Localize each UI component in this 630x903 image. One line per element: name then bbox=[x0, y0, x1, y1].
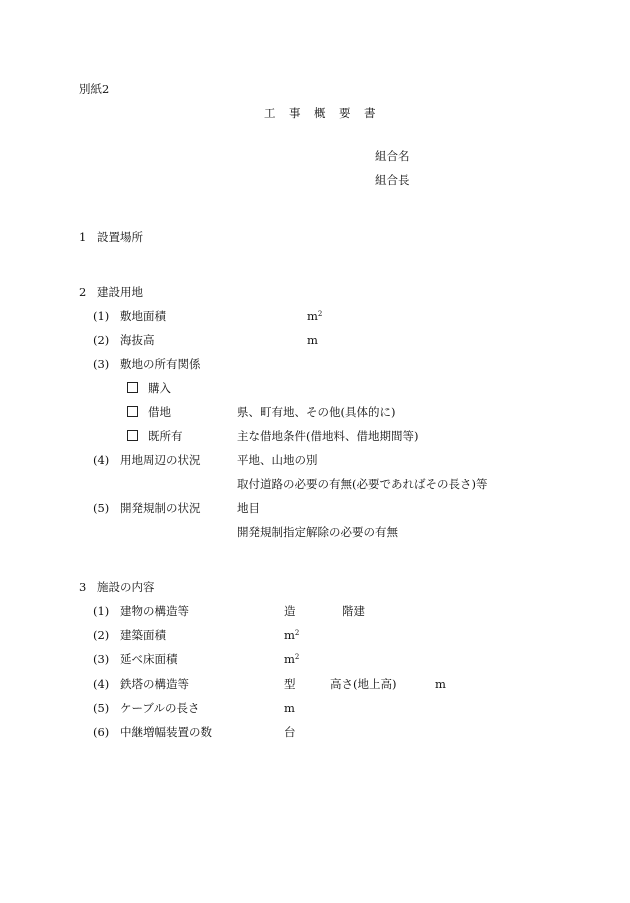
appendix-label: 別紙2 bbox=[79, 82, 110, 96]
s3-item-1-unit-floors: 階建 bbox=[342, 604, 365, 618]
s2-item-1-number: (1) bbox=[93, 309, 110, 323]
already-owned-option-label: 既所有 bbox=[148, 429, 183, 443]
purchase-checkbox[interactable] bbox=[127, 381, 138, 395]
s3-item-3-label: 延べ床面積 bbox=[120, 652, 178, 666]
union-name-label: 組合名 bbox=[375, 149, 410, 163]
s2-item-2-number: (2) bbox=[93, 333, 110, 347]
leased-land-note: 県、町有地、その他(具体的に) bbox=[237, 405, 396, 419]
s3-item-6-number: (6) bbox=[93, 725, 110, 739]
s2-item-5-note-1: 地目 bbox=[237, 501, 260, 515]
union-head-label: 組合長 bbox=[375, 173, 410, 187]
section-2-number: 2 bbox=[79, 285, 87, 299]
s3-item-6-label: 中継増幅装置の数 bbox=[120, 725, 212, 739]
s2-item-1-unit: $m^2$ bbox=[307, 309, 323, 323]
s3-item-4-height-unit: m bbox=[435, 677, 446, 691]
s3-item-3-unit: $m^2$ bbox=[284, 652, 300, 666]
s3-item-5-unit: m bbox=[284, 701, 295, 715]
s2-item-5-number: (5) bbox=[93, 501, 110, 515]
s3-item-4-number: (4) bbox=[93, 677, 110, 691]
s2-item-4-number: (4) bbox=[93, 453, 110, 467]
s2-item-5-label: 開発規制の状況 bbox=[120, 501, 201, 515]
s2-item-4-note-2: 取付道路の必要の有無(必要であればその長さ)等 bbox=[237, 477, 488, 491]
section-3-number: 3 bbox=[79, 580, 87, 594]
s3-item-4-height-label: 高さ(地上高) bbox=[330, 677, 397, 691]
s3-item-2-unit: $m^2$ bbox=[284, 628, 300, 642]
s3-item-1-unit-structure: 造 bbox=[284, 604, 296, 618]
s2-item-4-note-1: 平地、山地の別 bbox=[237, 453, 318, 467]
section-2-heading: 建設用地 bbox=[97, 285, 143, 299]
lease-conditions-note: 主な借地条件(借地料、借地期間等) bbox=[237, 429, 419, 443]
purchase-option-label: 購入 bbox=[148, 381, 171, 395]
s3-item-2-number: (2) bbox=[93, 628, 110, 642]
leased-land-checkbox[interactable] bbox=[127, 405, 138, 419]
s3-item-4-unit-type: 型 bbox=[284, 677, 296, 691]
s2-item-4-label: 用地周辺の状況 bbox=[120, 453, 201, 467]
s3-item-5-label: ケーブルの長さ bbox=[120, 701, 200, 715]
s3-item-1-label: 建物の構造等 bbox=[120, 604, 189, 618]
leased-land-option-label: 借地 bbox=[148, 405, 171, 419]
s3-item-3-number: (3) bbox=[93, 652, 110, 666]
s2-item-3-label: 敷地の所有関係 bbox=[120, 357, 201, 371]
s2-item-3-number: (3) bbox=[93, 357, 110, 371]
s3-item-6-unit: 台 bbox=[284, 725, 296, 739]
s3-item-4-label: 鉄塔の構造等 bbox=[120, 677, 189, 691]
section-1-number: 1 bbox=[79, 230, 87, 244]
s3-item-2-label: 建築面積 bbox=[120, 628, 166, 642]
s3-item-1-number: (1) bbox=[93, 604, 110, 618]
already-owned-checkbox[interactable] bbox=[127, 429, 138, 443]
s2-item-2-unit: m bbox=[307, 333, 318, 347]
s3-item-5-number: (5) bbox=[93, 701, 110, 715]
section-1-heading: 設置場所 bbox=[97, 230, 143, 244]
s2-item-2-label: 海抜高 bbox=[120, 333, 155, 347]
section-3-heading: 施設の内容 bbox=[97, 580, 155, 594]
s2-item-1-label: 敷地面積 bbox=[120, 309, 166, 323]
document-title: 工事概要書 bbox=[264, 106, 389, 120]
s2-item-5-note-2: 開発規制指定解除の必要の有無 bbox=[237, 525, 398, 539]
